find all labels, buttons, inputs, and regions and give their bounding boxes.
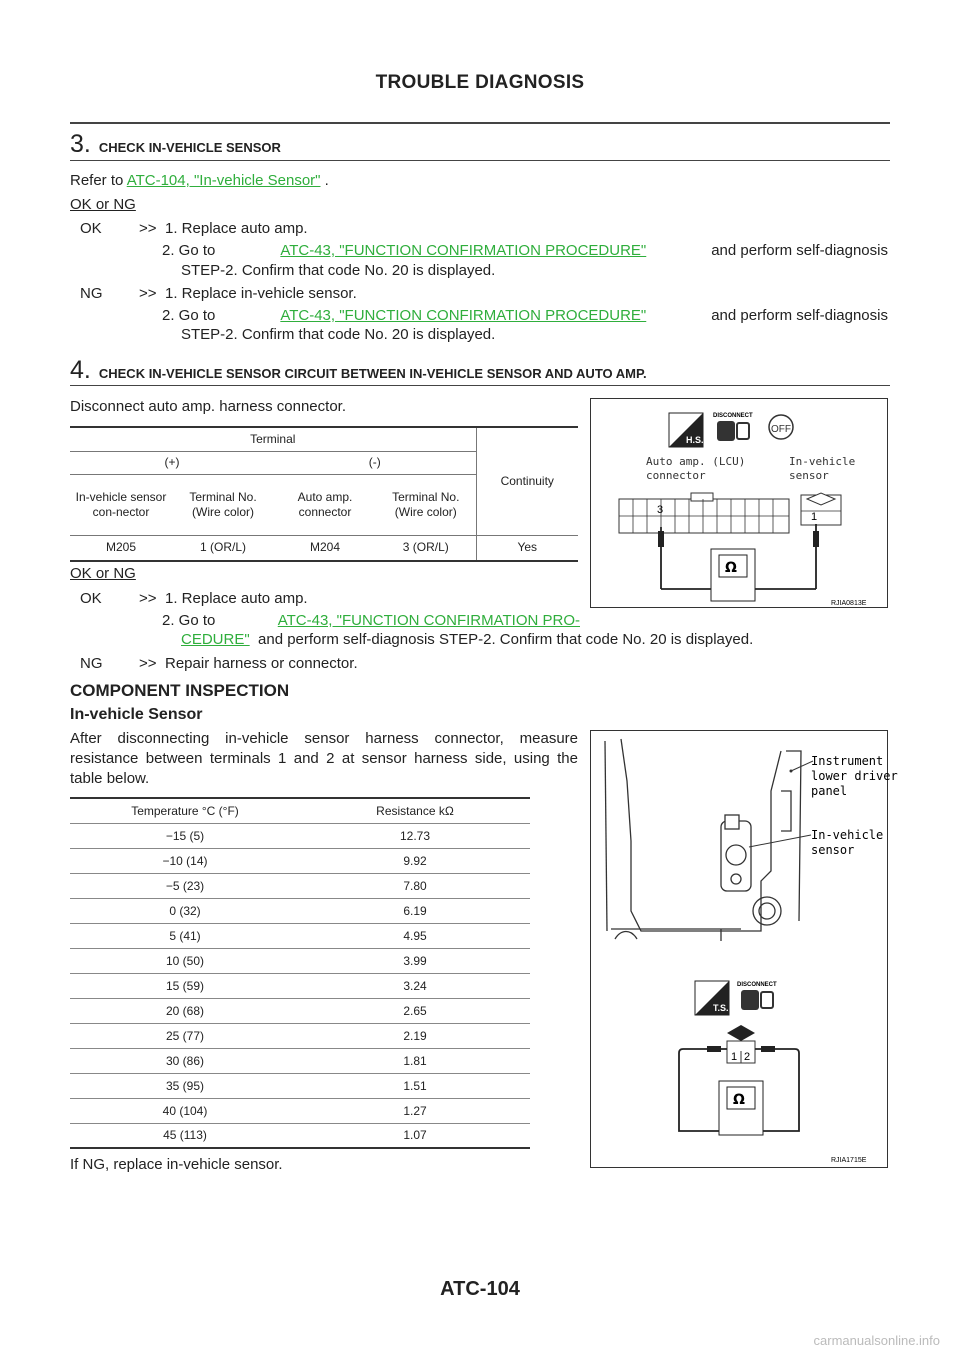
sensor-body-shape — [721, 815, 751, 891]
header-rule — [70, 122, 890, 124]
table-row — [70, 848, 530, 873]
temperature-cell: 20 (68) — [70, 998, 300, 1023]
svg-text:Ω: Ω — [733, 1092, 745, 1108]
resistance-cell: 1.81 — [300, 1048, 530, 1073]
ng-item-2: 2. Go to ATC-43, "FUNCTION CONFIRMATION PROCEDURE" and perform self-diagnosis — [162, 307, 888, 324]
ng-arrow: >> — [139, 285, 157, 302]
svg-text:2: 2 — [744, 1051, 751, 1063]
temperature-cell: 25 (77) — [70, 1023, 300, 1048]
step-4-intro: Disconnect auto amp. harness connector. — [70, 398, 346, 415]
step-number: 3. — [70, 130, 91, 158]
ok-arrow: >> — [139, 220, 157, 237]
col-auto-amp-connector: Auto amp. connector — [274, 474, 376, 535]
page-number: ATC-104 — [440, 1278, 520, 1300]
resistance-header: Resistance kΩ — [300, 798, 530, 823]
svg-text:Auto amp. (LCU): Auto amp. (LCU) — [646, 455, 746, 468]
ok-item-2-cont: STEP-2. Confirm that code No. 20 is displayed. — [181, 262, 496, 279]
sensor-location-svg — [591, 731, 898, 1167]
temperature-cell: 15 (59) — [70, 973, 300, 998]
ok-arrow: >> — [139, 590, 157, 607]
table-row — [70, 1098, 530, 1123]
ng-item-2-cont: STEP-2. Confirm that code No. 20 is displayed. — [181, 326, 496, 343]
table-cell: M204 — [274, 535, 376, 561]
temperature-cell: −10 (14) — [70, 848, 300, 873]
resistance-cell: 1.27 — [300, 1098, 530, 1123]
temperature-cell: 45 (113) — [70, 1123, 300, 1148]
table-row — [70, 898, 530, 923]
ts-icon — [695, 981, 729, 1015]
function-confirmation-link[interactable]: ATC-43, "FUNCTION CONFIRMATION PROCEDURE" — [280, 307, 647, 324]
step-title: CHECK IN-VEHICLE SENSOR CIRCUIT BETWEEN IN-VEHICLE SENSOR AND AUTO AMP. — [98, 366, 647, 381]
table-row — [70, 873, 530, 898]
ok-item-2-cont: CEDURE" and perform self-diagnosis STEP-2. Confirm that code No. 20 is displayed. — [181, 631, 754, 648]
function-confirmation-link[interactable]: ATC-43, "FUNCTION CONFIRMATION PRO- — [277, 612, 580, 629]
svg-text:DISCONNECT: DISCONNECT — [737, 982, 777, 988]
resistance-cell: 1.07 — [300, 1123, 530, 1148]
terminal-header: Terminal — [70, 427, 476, 451]
continuity-header: Continuity — [476, 427, 578, 535]
table-row — [70, 998, 530, 1023]
ok-label: OK — [80, 220, 102, 237]
col-sensor-connector: In-vehicle sensor con-nector — [70, 474, 172, 535]
svg-text:OFF: OFF — [771, 424, 791, 435]
ng-arrow: >> — [139, 655, 157, 672]
svg-text:lower driver: lower driver — [811, 769, 898, 783]
table-cell: 1 (OR/L) — [172, 535, 274, 561]
step-number: 4. — [70, 356, 91, 384]
ok-or-ng-label: OK or NG — [70, 196, 136, 213]
step-3-rule — [70, 160, 890, 161]
ok-or-ng-label: OK or NG — [70, 565, 136, 582]
disconnect-icon — [741, 990, 773, 1010]
svg-text:connector: connector — [646, 469, 706, 482]
refer-link[interactable]: ATC-104, "In-vehicle Sensor" — [126, 172, 321, 189]
resistance-cell: 6.19 — [300, 898, 530, 923]
connector-diagram — [590, 398, 888, 608]
svg-text:1: 1 — [811, 511, 818, 523]
table-cell: 3 (OR/L) — [376, 535, 476, 561]
step-4-heading — [70, 356, 890, 385]
minus-header: (-) — [274, 451, 476, 474]
continuity-table — [70, 426, 578, 562]
table-row — [70, 1023, 530, 1048]
svg-text:RJIA1715E: RJIA1715E — [831, 1157, 867, 1164]
svg-text:panel: panel — [811, 784, 848, 798]
function-confirmation-link[interactable]: CEDURE" — [181, 631, 250, 648]
auto-amp-connector-shape — [619, 493, 789, 533]
ng-label: NG — [80, 655, 103, 672]
sensor-location-diagram — [590, 730, 898, 1168]
ok-item-1: 1. Replace auto amp. — [165, 220, 308, 237]
temperature-cell: −5 (23) — [70, 873, 300, 898]
svg-text:DISCONNECT: DISCONNECT — [713, 413, 753, 419]
temperature-cell: −15 (5) — [70, 823, 300, 848]
step-3-heading — [70, 130, 890, 159]
col-terminal-no: Terminal No. (Wire color) — [172, 474, 274, 535]
plus-header: (+) — [70, 451, 274, 474]
resistance-cell: 4.95 — [300, 923, 530, 948]
step-title: CHECK IN-VEHICLE SENSOR — [98, 140, 281, 155]
temperature-cell: 10 (50) — [70, 948, 300, 973]
svg-text:RJIA0813E: RJIA0813E — [831, 600, 867, 607]
key-off-icon — [769, 415, 793, 439]
hs-icon — [669, 413, 704, 447]
meter-wiring — [658, 524, 819, 601]
svg-text:In-vehicle: In-vehicle — [789, 455, 856, 468]
svg-text:Instrument: Instrument — [811, 754, 884, 768]
svg-text:H.S.: H.S. — [686, 435, 704, 445]
temperature-cell: 5 (41) — [70, 923, 300, 948]
inspection-paragraph: After disconnecting in-vehicle sensor harness connector, measure resistance between terminals 1 and 2 at sensor harness side, using the table below. — [70, 730, 578, 787]
ng-item-1: Repair harness or connector. — [165, 655, 358, 672]
temperature-cell: 35 (95) — [70, 1073, 300, 1098]
svg-text:Ω: Ω — [725, 560, 737, 576]
resistance-cell: 1.51 — [300, 1073, 530, 1098]
table-cell: Yes — [476, 535, 578, 561]
svg-text:1: 1 — [731, 1051, 738, 1063]
table-row — [70, 1073, 530, 1098]
component-inspection-heading: COMPONENT INSPECTION — [70, 681, 290, 700]
watermark: carmanualsonline.info — [813, 1333, 940, 1348]
resistance-cell: 12.73 — [300, 823, 530, 848]
temperature-header: Temperature °C (°F) — [70, 798, 300, 823]
resistance-cell: 2.65 — [300, 998, 530, 1023]
ok-item-2: 2. Go to ATC-43, "FUNCTION CONFIRMATION PRO- — [162, 612, 580, 629]
inspection-footer-note: If NG, replace in-vehicle sensor. — [70, 1156, 283, 1173]
step-4-rule — [70, 385, 890, 386]
table-row — [70, 1048, 530, 1073]
ng-label: NG — [80, 285, 103, 302]
col-terminal-no: Terminal No. (Wire color) — [376, 474, 476, 535]
in-vehicle-sensor-heading: In-vehicle Sensor — [70, 706, 203, 723]
resistance-cell: 9.92 — [300, 848, 530, 873]
table-row — [70, 973, 530, 998]
connector-diagram-svg — [591, 399, 887, 607]
svg-text:sensor: sensor — [789, 469, 829, 482]
page-header-title: TROUBLE DIAGNOSIS — [375, 72, 585, 93]
table-row — [70, 948, 530, 973]
table-row — [70, 1123, 530, 1148]
dashboard-outline — [605, 739, 801, 941]
ok-item-1: 1. Replace auto amp. — [165, 590, 308, 607]
sensor-connector-shape — [801, 493, 841, 525]
resistance-cell: 3.24 — [300, 973, 530, 998]
function-confirmation-link[interactable]: ATC-43, "FUNCTION CONFIRMATION PROCEDURE" — [280, 242, 647, 259]
table-row — [70, 823, 530, 848]
resistance-cell: 3.99 — [300, 948, 530, 973]
svg-text:3: 3 — [657, 504, 664, 516]
sensor-connector-shape — [727, 1025, 755, 1063]
ng-item-1: 1. Replace in-vehicle sensor. — [165, 285, 357, 302]
temperature-cell: 0 (32) — [70, 898, 300, 923]
resistance-cell: 7.80 — [300, 873, 530, 898]
resistance-table — [70, 797, 530, 1149]
temperature-cell: 40 (104) — [70, 1098, 300, 1123]
table-cell: M205 — [70, 535, 172, 561]
resistance-cell: 2.19 — [300, 1023, 530, 1048]
temperature-cell: 30 (86) — [70, 1048, 300, 1073]
table-row — [70, 923, 530, 948]
disconnect-icon — [717, 421, 749, 441]
ok-item-2: 2. Go to ATC-43, "FUNCTION CONFIRMATION PROCEDURE" and perform self-diagnosis — [162, 242, 888, 259]
svg-text:sensor: sensor — [811, 843, 855, 857]
svg-text:In-vehicle: In-vehicle — [811, 828, 884, 842]
ok-label: OK — [80, 590, 102, 607]
svg-text:T.S.: T.S. — [713, 1003, 729, 1013]
step-3-refer: Refer to ATC-104, "In-vehicle Sensor" . — [70, 172, 329, 189]
